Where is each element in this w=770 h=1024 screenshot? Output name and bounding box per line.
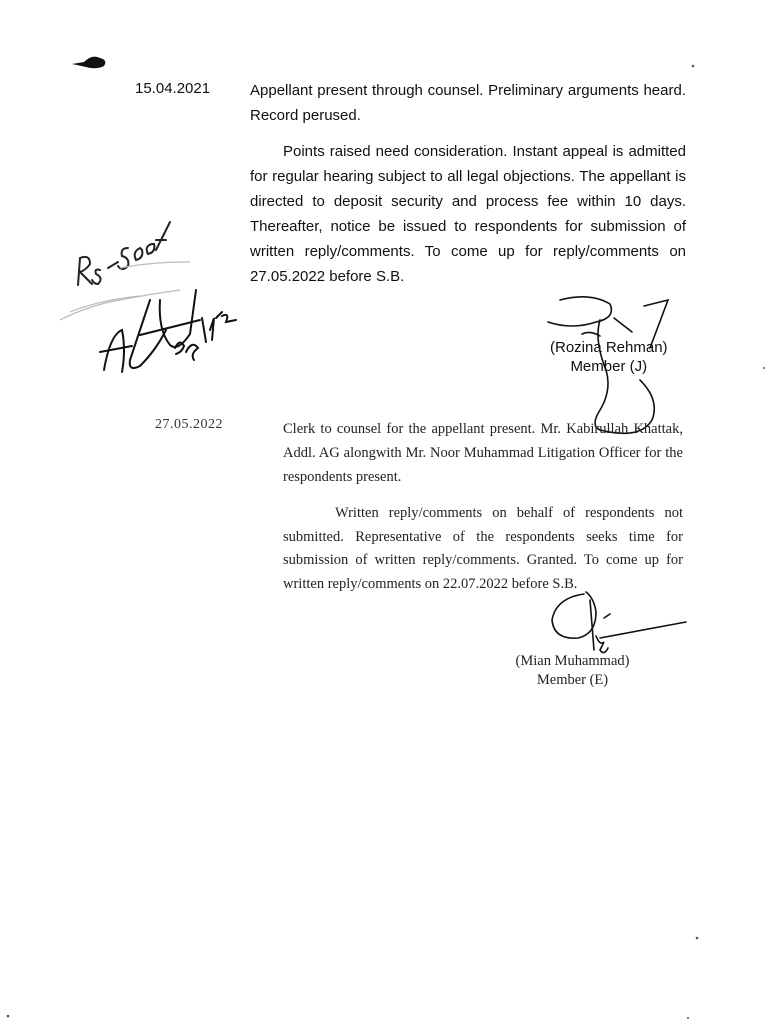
order-date-2: 27.05.2022 xyxy=(155,417,223,432)
order-1-paragraph-1: Appellant present through counsel. Preliminary arguments heard. Record perused. xyxy=(250,82,686,124)
order-2-paragraph-2: Written reply/comments on behalf of respondents not submitted. Representative of the respondents seeks time for submission of written reply/comments. Granted. To come up for written reply/comments on 22.07.2022 before S.B. xyxy=(283,505,683,592)
order-date-1: 15.04.2021 xyxy=(135,80,211,97)
signatory-title-1: Member (J) xyxy=(570,358,648,375)
signatory-block-2 xyxy=(505,652,640,690)
signatory-block-1 xyxy=(550,338,668,376)
margin-note-amount-handwriting xyxy=(78,222,170,285)
faint-stamp xyxy=(60,262,190,320)
ink-blot xyxy=(72,57,105,69)
signature-mian-muhammad xyxy=(552,592,686,653)
signatory-name-1: (Rozina Rehman) xyxy=(550,339,668,356)
signatory-title-2: Member (E) xyxy=(536,672,609,688)
signatory-name-2: (Mian Muhammad) xyxy=(515,653,630,669)
order-2-paragraph-1: Clerk to counsel for the appellant present. Mr. Kabirullah Khattak, Addl. AG alongwith Mr. Noor Muhammad Litigation Officer for the respondents present. xyxy=(283,421,683,485)
margin-signature xyxy=(100,290,236,372)
order-1-paragraph-2: Points raised need consideration. Instant appeal is admitted for regular hearing subject to all legal objections. The appellant is directed to deposit security and process fee within 10 days. Thereafter, notice be issued to respondents for submission of written reply/comments. To come up for reply/comments on 27.05.2022 before S.B. xyxy=(250,143,686,285)
